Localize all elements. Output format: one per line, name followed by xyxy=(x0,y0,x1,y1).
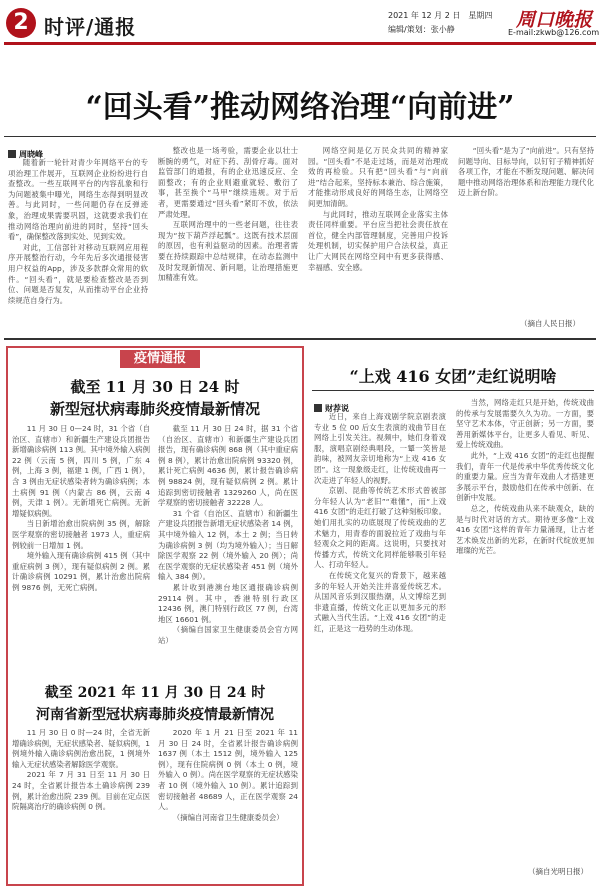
covid-col-1 xyxy=(12,424,150,654)
main-paragraph: 网络空间是亿万民众共同的精神家园。“回头看”不是走过场，而是对治理成效的再检验。只有把“回头看”与“向前进”结合起来，坚持标本兼治、综合施策，才能推动形成良好的网络生态，让网络空间更加清朗。 xyxy=(308,146,448,208)
covid-paragraph: 31 个省（自治区、直辖市）和新疆生产建设兵团报告新增无症状感染者 14 例，其中境外输入 12 例，本土 2 例；当日转为确诊病例 3 例（均为境外输入）；当日解除医学观察 22 例（境外输入 20 例）；尚在医学观察的无症状感染者 451 例（境外输入 384 例）。 xyxy=(158,508,298,582)
side-paragraph: 总之，传统戏曲从来不缺观众，缺的是与时代对话的方式。期待更多像“上戏 416 女团”这样的青年力量涌现，让古老艺术焕发出新的光彩，在新时代绽放更加璀璨的光芒。 xyxy=(456,503,594,556)
masthead-rule xyxy=(4,42,596,45)
covid-col-4 xyxy=(158,728,298,878)
covid-headline-1b: 新型冠状病毒肺炎疫情最新情况 xyxy=(49,400,260,418)
newspaper-logo: 周口晚报 xyxy=(516,9,593,31)
square-icon xyxy=(314,404,322,412)
side-paragraph: 此外，“上戏 416 女团”的走红也提醒我们，青年一代是传承中华优秀传统文化的重要力量。应当为青年戏曲人才搭建更多展示平台，鼓励他们在传承中创新、在创新中发展。 xyxy=(456,450,594,503)
main-col-2 xyxy=(158,146,298,328)
covid-headline-1a: 截至 11 月 30 日 24 时 xyxy=(70,378,240,396)
side-headline: “上戏 416 女团”走红说明啥 xyxy=(349,367,557,386)
side-source: （摘自光明日报） xyxy=(528,867,588,876)
main-byline xyxy=(8,142,148,159)
page-number: 2 xyxy=(6,8,36,38)
headline-rule xyxy=(4,136,596,137)
main-paragraph: 对此，工信部针对移动互联网应用程序开展整治行动，今年先后多次通报侵害用户权益的App，涉及多款群众常用的软件。“回头看”，就是要检查整改是否到位、问题是否复发，从而推动平台企业持续规范自身行为。 xyxy=(8,242,148,305)
issue-date: 2021 年 12 月 2 日 星期四 xyxy=(388,11,493,20)
side-byline xyxy=(314,396,434,413)
side-paragraph: 京剧、昆曲等传统艺术形式曾被部分年轻人认为“老旧”“难懂”，而“上戏 416 女团”的走红打破了这种刻板印象。她们用扎实的功底展现了传统戏曲的艺术魅力，用青春的面貌拉近了戏曲与年轻观众之间的距离。这说明，只要找对传播方式，传统文化同样能够吸引年轻人、打动年轻人。 xyxy=(314,486,446,570)
covid-paragraph: 累计收到港澳台地区通报确诊病例 29114 例。其中，香港特别行政区 12436 例，澳门特别行政区 77 例，台湾地区 16601 例。 xyxy=(158,582,298,624)
covid-paragraph: 截至 11 月 30 日 24 时，据 31 个省（自治区、直辖市）和新疆生产建设兵团报告，现有确诊病例 868 例（其中重症病例 8 例），累计治愈出院病例 93320 例，累计死亡病例 4636 例，累计报告确诊病例 98824 例，现有疑似病例 2 例。累计追踪到密切接触者 1329260 人，尚在医学观察的密切接触者 32228 人。 xyxy=(158,424,298,508)
main-col-1 xyxy=(8,158,148,328)
main-paragraph: 整改也是一场考验，需要企业以壮士断腕的勇气，对症下药、刮骨疗毒。面对监管部门的通报，有的企业迅速反应、全面整改；有的企业则避重就轻、敷衍了事，甚至换个“马甲”继续违规。对于后者，更需要通过“回头看”紧盯不放，依法严肃处理。 xyxy=(158,146,298,219)
covid-col-3 xyxy=(12,728,150,878)
main-col-3 xyxy=(308,146,448,328)
covid-headline-2b: 河南省新型冠状病毒肺炎疫情最新情况 xyxy=(36,707,274,723)
covid-paragraph: 2020 年 1 月 21 日至 2021 年 11 月 30 日 24 时，全省累计报告确诊病例 1637 例（本土 1512 例，境外输入 125 例），现有住院病例 0 例（本土 0 例，境外输入 0 例）。尚在医学观察的无症状感染者 10 例（境外输入 10 例）。累计追踪到密切接触者 48689 人，正在医学观察 24 人。 xyxy=(158,728,298,812)
section-title: 时评/通报 xyxy=(44,15,137,39)
covid-paragraph: （摘编自河南省卫生健康委员会） xyxy=(172,812,284,822)
side-col-2 xyxy=(456,398,594,858)
contact-email: E-mail:zkwb@126.com xyxy=(508,28,600,37)
covid-headline-2a: 截至 2021 年 11 月 30 日 24 时 xyxy=(44,685,266,701)
covid-paragraph: 当日新增治愈出院病例 35 例，解除医学观察的密切接触者 1973 人，重症病例较前一日增加 1 例。 xyxy=(12,519,150,550)
editor-credit: 编辑/策划：张小静 xyxy=(388,25,455,34)
main-author: 周晓峰 xyxy=(19,150,43,159)
side-author: 财荐说 xyxy=(325,404,349,413)
covid-paragraph: （摘编自国家卫生健康委员会官方网站） xyxy=(158,625,298,645)
section-divider xyxy=(4,338,596,340)
main-paragraph: 互联网治理中的一些老问题，往往表现为“按下葫芦浮起瓢”。这既有技术层面的原因，也有利益驱动的因素。治理者需要在持续跟踪中总结规律，在动态监测中及时发现新情况、新问题，让治理措施更加精准有效。 xyxy=(158,220,298,283)
main-col-4 xyxy=(458,146,594,314)
side-paragraph: 在传统文化复兴的背景下，越来越多的年轻人开始关注并喜爱传统艺术。从国风音乐到汉服热潮，从文博综艺到非遗直播，传统文化正以更加多元的形式融入当代生活。“上戏 416 女团”的走红，正是这一趋势的生动体现。 xyxy=(314,570,446,633)
side-paragraph: 近日，来自上海戏剧学院京剧表演专业 5 位 00 后女生表演的戏曲节目在网络上引发关注。视频中，她们身着戏服，演唱京剧经典唱段，一颦一笑皆是韵味，被网友亲切地称为“上戏 416 女团”。这一现象级走红，让传统戏曲再一次走进了年轻人的视野。 xyxy=(314,412,446,485)
covid-paragraph: 境外输入现有确诊病例 415 例（其中重症病例 3 例），现有疑似病例 2 例。累计确诊病例 10291 例，累计治愈出院病例 9876 例，无死亡病例。 xyxy=(12,551,150,592)
covid-label: 疫情通报 xyxy=(120,350,200,368)
main-source: （摘自人民日报） xyxy=(520,319,580,328)
covid-paragraph: 2021 年 7 月 31 日至 11 月 30 日 24 时，全省累计报告本土确诊病例 239 例，累计治愈出院 239 例。目前在定点医院隔离治疗的确诊病例 0 例。 xyxy=(12,770,150,812)
side-col-1 xyxy=(314,412,446,878)
side-headline-rule xyxy=(312,390,594,391)
main-paragraph: “回头看”是为了“向前进”。只有坚持问题导向、目标导向，以钉钉子精神抓好各项工作，才能在不断发现问题、解决问题中推动网络治理体系和治理能力现代化迈上新台阶。 xyxy=(458,146,594,198)
main-paragraph: 随着新一轮针对青少年网络平台的专项治理工作展开，互联网企业纷纷进行自查整改。一些互联网平台的内容乱象和行为问题被集中曝光，网络生态得到明显改善。与此同时，一些问题仍存在反弹迹象，治理成果需要巩固，这就要求我们在推动网络治理向前进的同时，坚持“回头看”，确保整改落到实处、见到实效。 xyxy=(8,158,148,242)
main-headline: “回头看”推动网络治理“向前进” xyxy=(85,90,515,125)
square-icon xyxy=(8,150,16,158)
covid-col-2 xyxy=(158,424,298,654)
covid-paragraph: 11 月 30 日 0—24 时，31 个省（自治区、直辖市）和新疆生产建设兵团报告新增确诊病例 113 例。其中境外输入病例 22 例（云南 5 例，四川 5 例，广东 4 例，上海 3 例，福建 1 例，广西 1 例），含 3 例由无症状感染者转为确诊病例；本土病例 91 例（内蒙古 86 例，云南 4 例，天津 1 例）。无新增死亡病例。无新增疑似病例。 xyxy=(12,424,150,518)
covid-paragraph: 11 月 30 日 0 时—24 时，全省无新增确诊病例，无症状感染者、疑似病例，1 例境外输入确诊病例治愈出院，1 例境外输入无症状感染者解除医学观察。 xyxy=(12,728,150,769)
side-paragraph: 当然，网络走红只是开始，传统戏曲的传承与发展需要久久为功。一方面，要坚守艺术本体，守正创新；另一方面，要善用新媒体平台，让更多人看见、听见、爱上传统戏曲。 xyxy=(456,398,594,450)
main-paragraph: 与此同时，推动互联网企业落实主体责任同样重要。平台应当把社会责任放在首位，健全内部管理制度，完善用户投诉处理机制，切实保护用户合法权益，真正让广大网民在网络空间中有更多获得感、幸福感、安全感。 xyxy=(308,209,448,272)
